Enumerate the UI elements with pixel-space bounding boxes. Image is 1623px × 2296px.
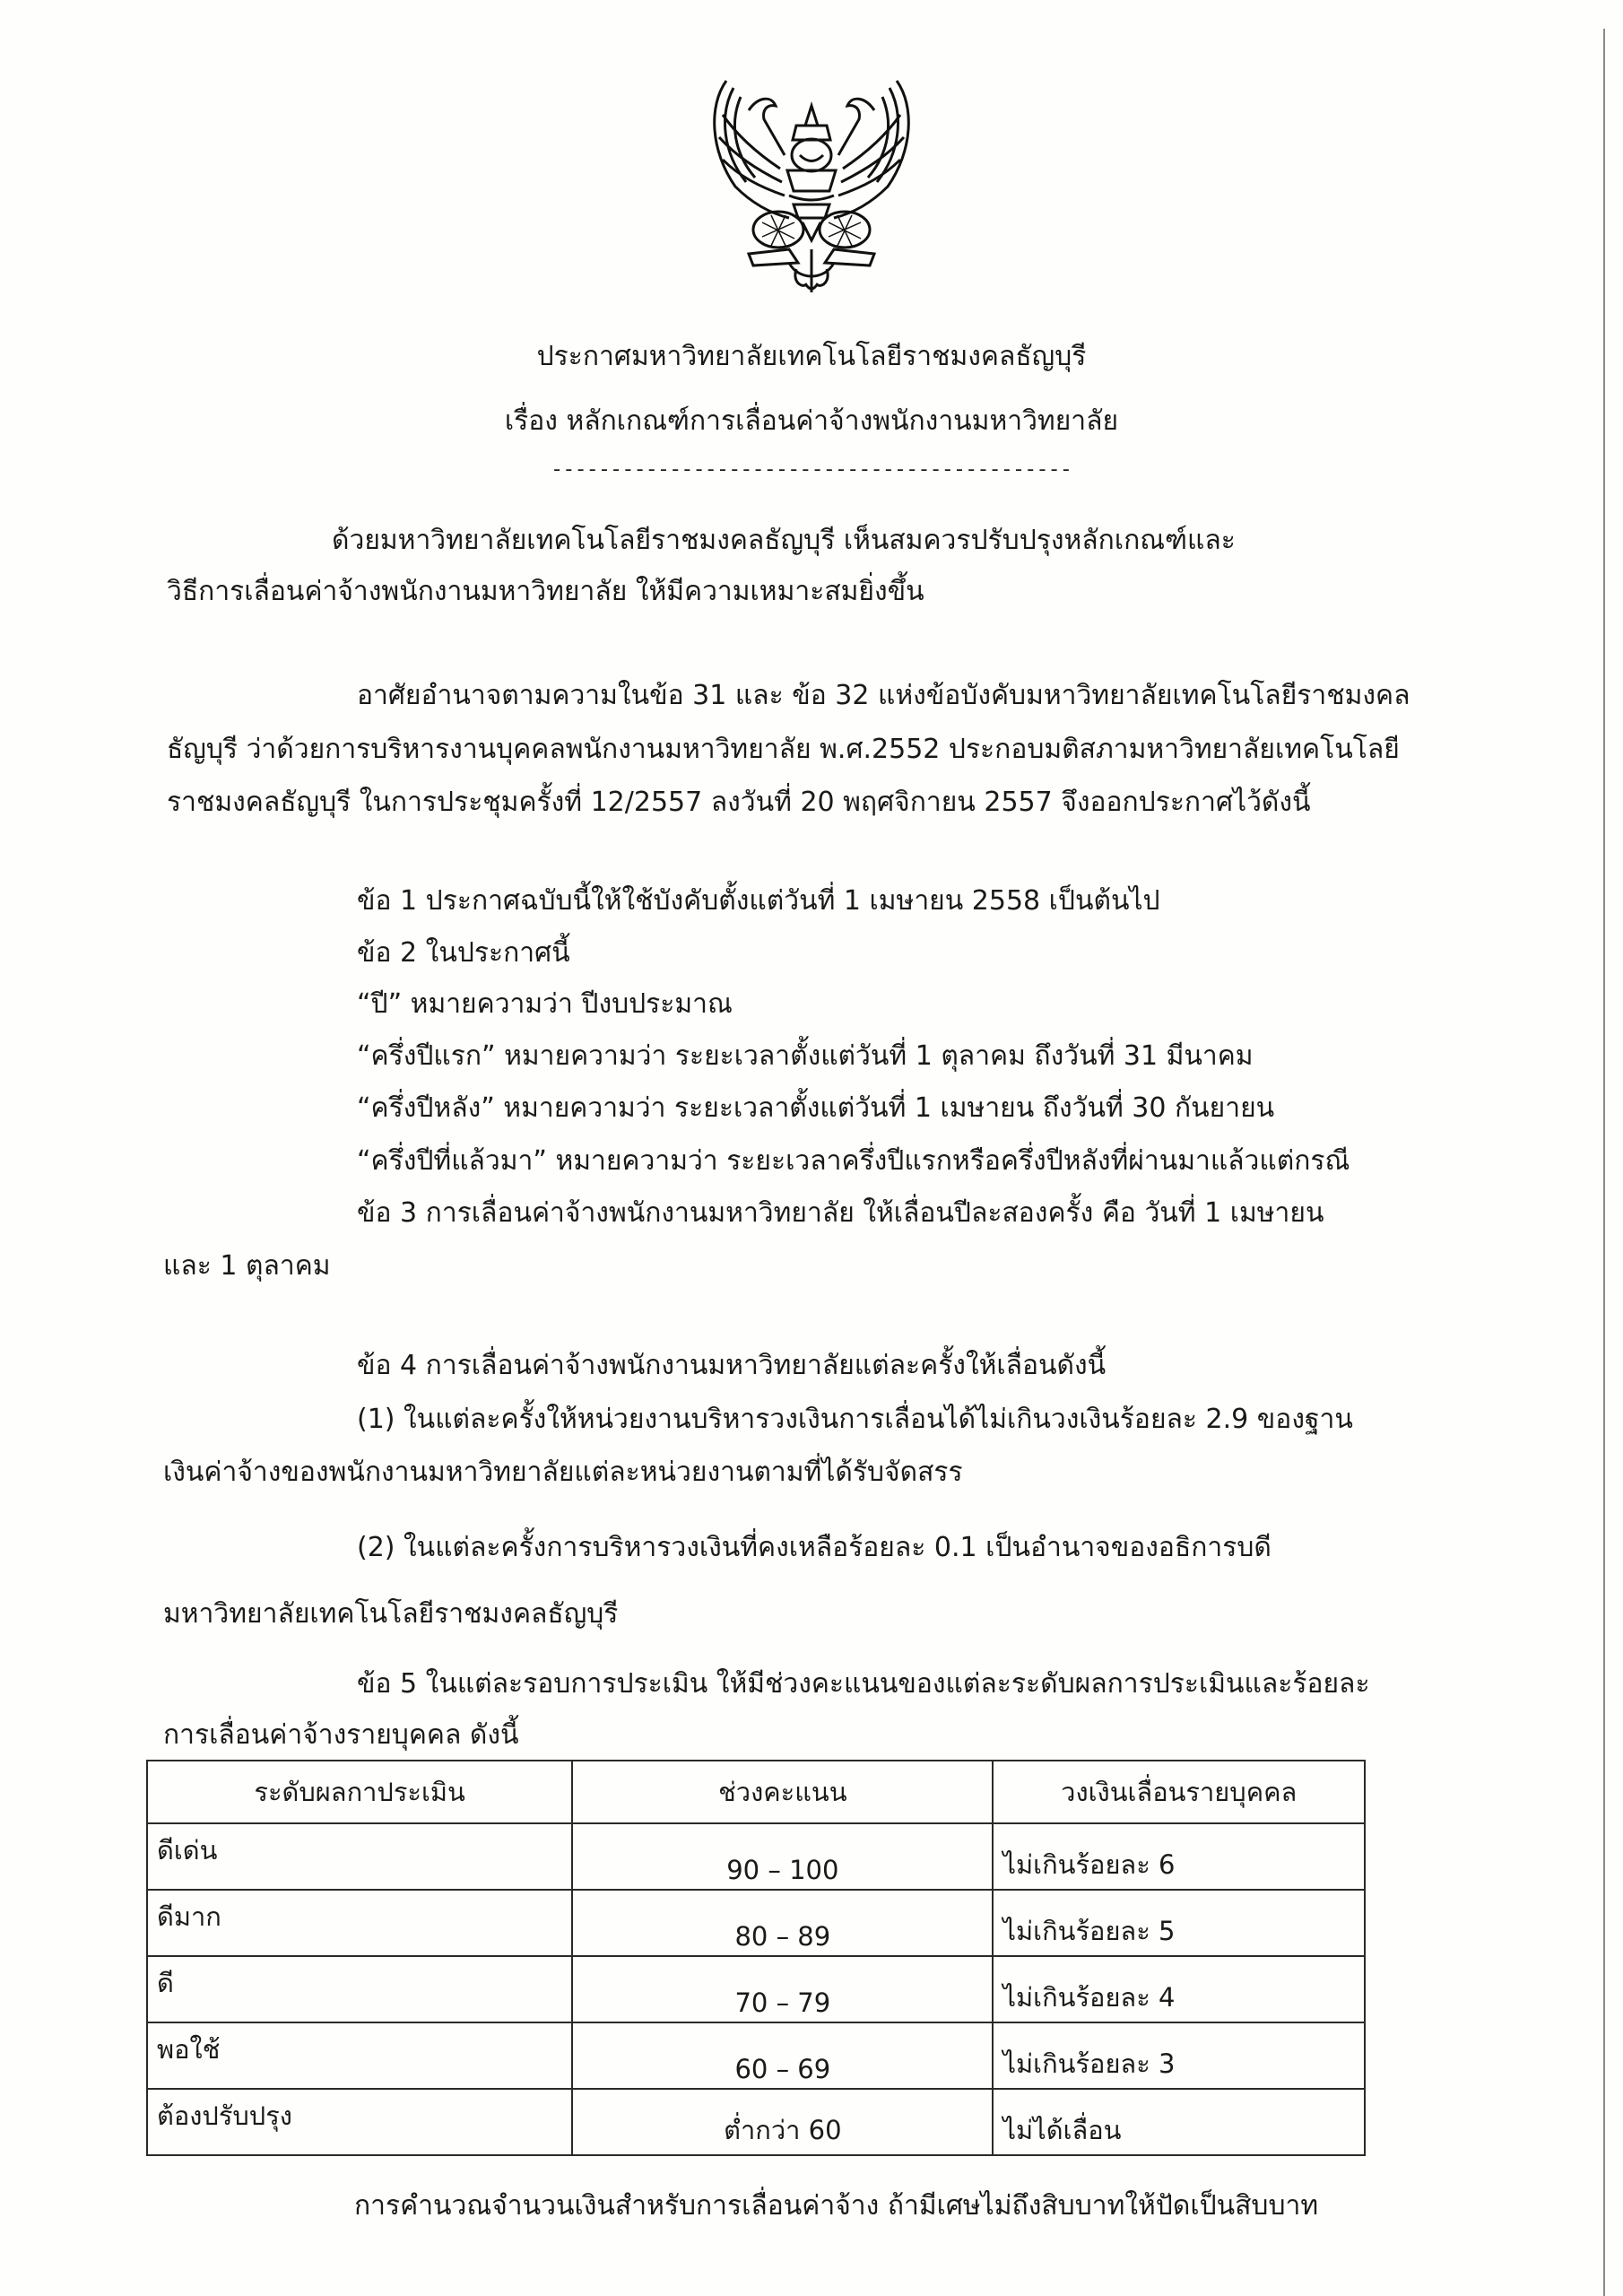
cell-budget: ไม่เกินร้อยละ 6: [993, 1823, 1365, 1890]
document-subject: เรื่อง หลักเกณฑ์การเลื่อนค่าจ้างพนักงานมหาวิทยาลัย: [504, 405, 1119, 437]
cell-budget: ไม่เกินร้อยละ 3: [993, 2022, 1365, 2089]
document-title: ประกาศมหาวิทยาลัยเทคโนโลยีราชมงคลธัญบุรี: [536, 341, 1087, 372]
cell-level: พอใช้: [147, 2022, 572, 2089]
clause-2: ข้อ 2 ในประกาศนี้: [357, 937, 570, 969]
table-row: [147, 1956, 1365, 2022]
cell-level: ดี: [147, 1956, 572, 2022]
definition-second-half: “ครึ่งปีหลัง” หมายความว่า ระยะเวลาตั้งแต่วันที่ 1 เมษายน ถึงวันที่ 30 กันยายน: [357, 1092, 1275, 1124]
clause-4: ข้อ 4 การเลื่อนค่าจ้างพนักงานมหาวิทยาลัยแต่ละครั้งให้เลื่อนดังนี้: [357, 1350, 1107, 1381]
cell-score: 90 – 100: [572, 1823, 993, 1890]
cell-score: 70 – 79: [572, 1956, 993, 2022]
cell-budget: ไม่เกินร้อยละ 4: [993, 1956, 1365, 2022]
cell-score: 80 – 89: [572, 1890, 993, 1956]
table-row: [147, 1890, 1365, 1956]
cell-budget: ไม่ได้เลื่อน: [993, 2089, 1365, 2155]
header-individual-budget: วงเงินเลื่อนรายบุคคล: [993, 1761, 1365, 1823]
authority-line-3: ราชมงคลธัญบุรี ในการประชุมครั้งที่ 12/2557 ลงวันที่ 20 พฤศจิกายน 2557 จึงออกประกาศไว้ดังนี้: [167, 787, 1311, 818]
cell-level: ดีเด่น: [147, 1823, 572, 1890]
definition-year: “ปี” หมายความว่า ปีงบประมาณ: [357, 988, 733, 1020]
preamble-line-2: วิธีการเลื่อนค่าจ้างพนักงานมหาวิทยาลัย ให้มีความเหมาะสมยิ่งขึ้น: [167, 576, 924, 607]
garuda-emblem-icon: [699, 70, 924, 294]
table-row: [147, 1823, 1365, 1890]
header-score-range: ช่วงคะแนน: [572, 1761, 993, 1823]
table-row: [147, 2089, 1365, 2155]
cell-score: 60 – 69: [572, 2022, 993, 2089]
clause-4-1-line-2: เงินค่าจ้างของพนักงานมหาวิทยาลัยแต่ละหน่วยงานตามที่ได้รับจัดสรร: [163, 1457, 963, 1488]
definition-first-half: “ครึ่งปีแรก” หมายความว่า ระยะเวลาตั้งแต่วันที่ 1 ตุลาคม ถึงวันที่ 31 มีนาคม: [357, 1040, 1254, 1072]
authority-line-2: ธัญบุรี ว่าด้วยการบริหารงานบุคคลพนักงานมหาวิทยาลัย พ.ศ.2552 ประกอบมติสภามหาวิทยาลัยเทคโนโลยี: [167, 734, 1400, 765]
clause-4-2-line-1: (2) ในแต่ละครั้งการบริหารวงเงินที่คงเหลือร้อยละ 0.1 เป็นอำนาจของอธิการบดี: [357, 1532, 1271, 1563]
definition-past-half: “ครึ่งปีที่แล้วมา” หมายความว่า ระยะเวลาครึ่งปีแรกหรือครึ่งปีหลังที่ผ่านมาแล้วแต่กรณี: [357, 1145, 1350, 1177]
clause-3-line-2: และ 1 ตุลาคม: [163, 1250, 331, 1282]
table-row: [147, 2022, 1365, 2089]
cell-level: ต้องปรับปรุง: [147, 2089, 572, 2155]
clause-1: ข้อ 1 ประกาศฉบับนี้ให้ใช้บังคับตั้งแต่วันที่ 1 เมษายน 2558 เป็นต้นไป: [357, 885, 1160, 917]
clause-4-1-line-1: (1) ในแต่ละครั้งให้หน่วยงานบริหารวงเงินการเลื่อนได้ไม่เกินวงเงินร้อยละ 2.9 ของฐาน: [357, 1404, 1353, 1435]
header-evaluation-level: ระดับผลกาประเมิน: [147, 1761, 572, 1823]
authority-line-1: อาศัยอำนาจตามความในข้อ 31 และ ข้อ 32 แห่งข้อบังคับมหาวิทยาลัยเทคโนโลยีราชมงคล: [357, 680, 1410, 711]
cell-budget: ไม่เกินร้อยละ 5: [993, 1890, 1365, 1956]
cell-level: ดีมาก: [147, 1890, 572, 1956]
preamble-line-1: ด้วยมหาวิทยาลัยเทคโนโลยีราชมงคลธัญบุรี เห็นสมควรปรับปรุงหลักเกณฑ์และ: [332, 525, 1236, 556]
salary-increase-table: [146, 1760, 1366, 2156]
table-header-row: [147, 1761, 1365, 1823]
cell-score: ต่ำกว่า 60: [572, 2089, 993, 2155]
rounding-note: การคำนวณจำนวนเงินสำหรับการเลื่อนค่าจ้าง ถ้ามีเศษไม่ถึงสิบบาทให้ปัดเป็นสิบบาท: [354, 2190, 1319, 2222]
clause-3-line-1: ข้อ 3 การเลื่อนค่าจ้างพนักงานมหาวิทยาลัย ให้เลื่อนปีละสองครั้ง คือ วันที่ 1 เมษายน: [357, 1197, 1324, 1229]
title-divider: --------------------------------------------: [551, 459, 1072, 482]
clause-5-line-1: ข้อ 5 ในแต่ละรอบการประเมิน ให้มีช่วงคะแนนของแต่ละระดับผลการประเมินและร้อยละ: [357, 1668, 1370, 1700]
clause-5-line-2: การเลื่อนค่าจ้างรายบุคคล ดังนี้: [163, 1719, 519, 1751]
clause-4-2-line-2: มหาวิทยาลัยเทคโนโลยีราชมงคลธัญบุรี: [163, 1598, 619, 1630]
